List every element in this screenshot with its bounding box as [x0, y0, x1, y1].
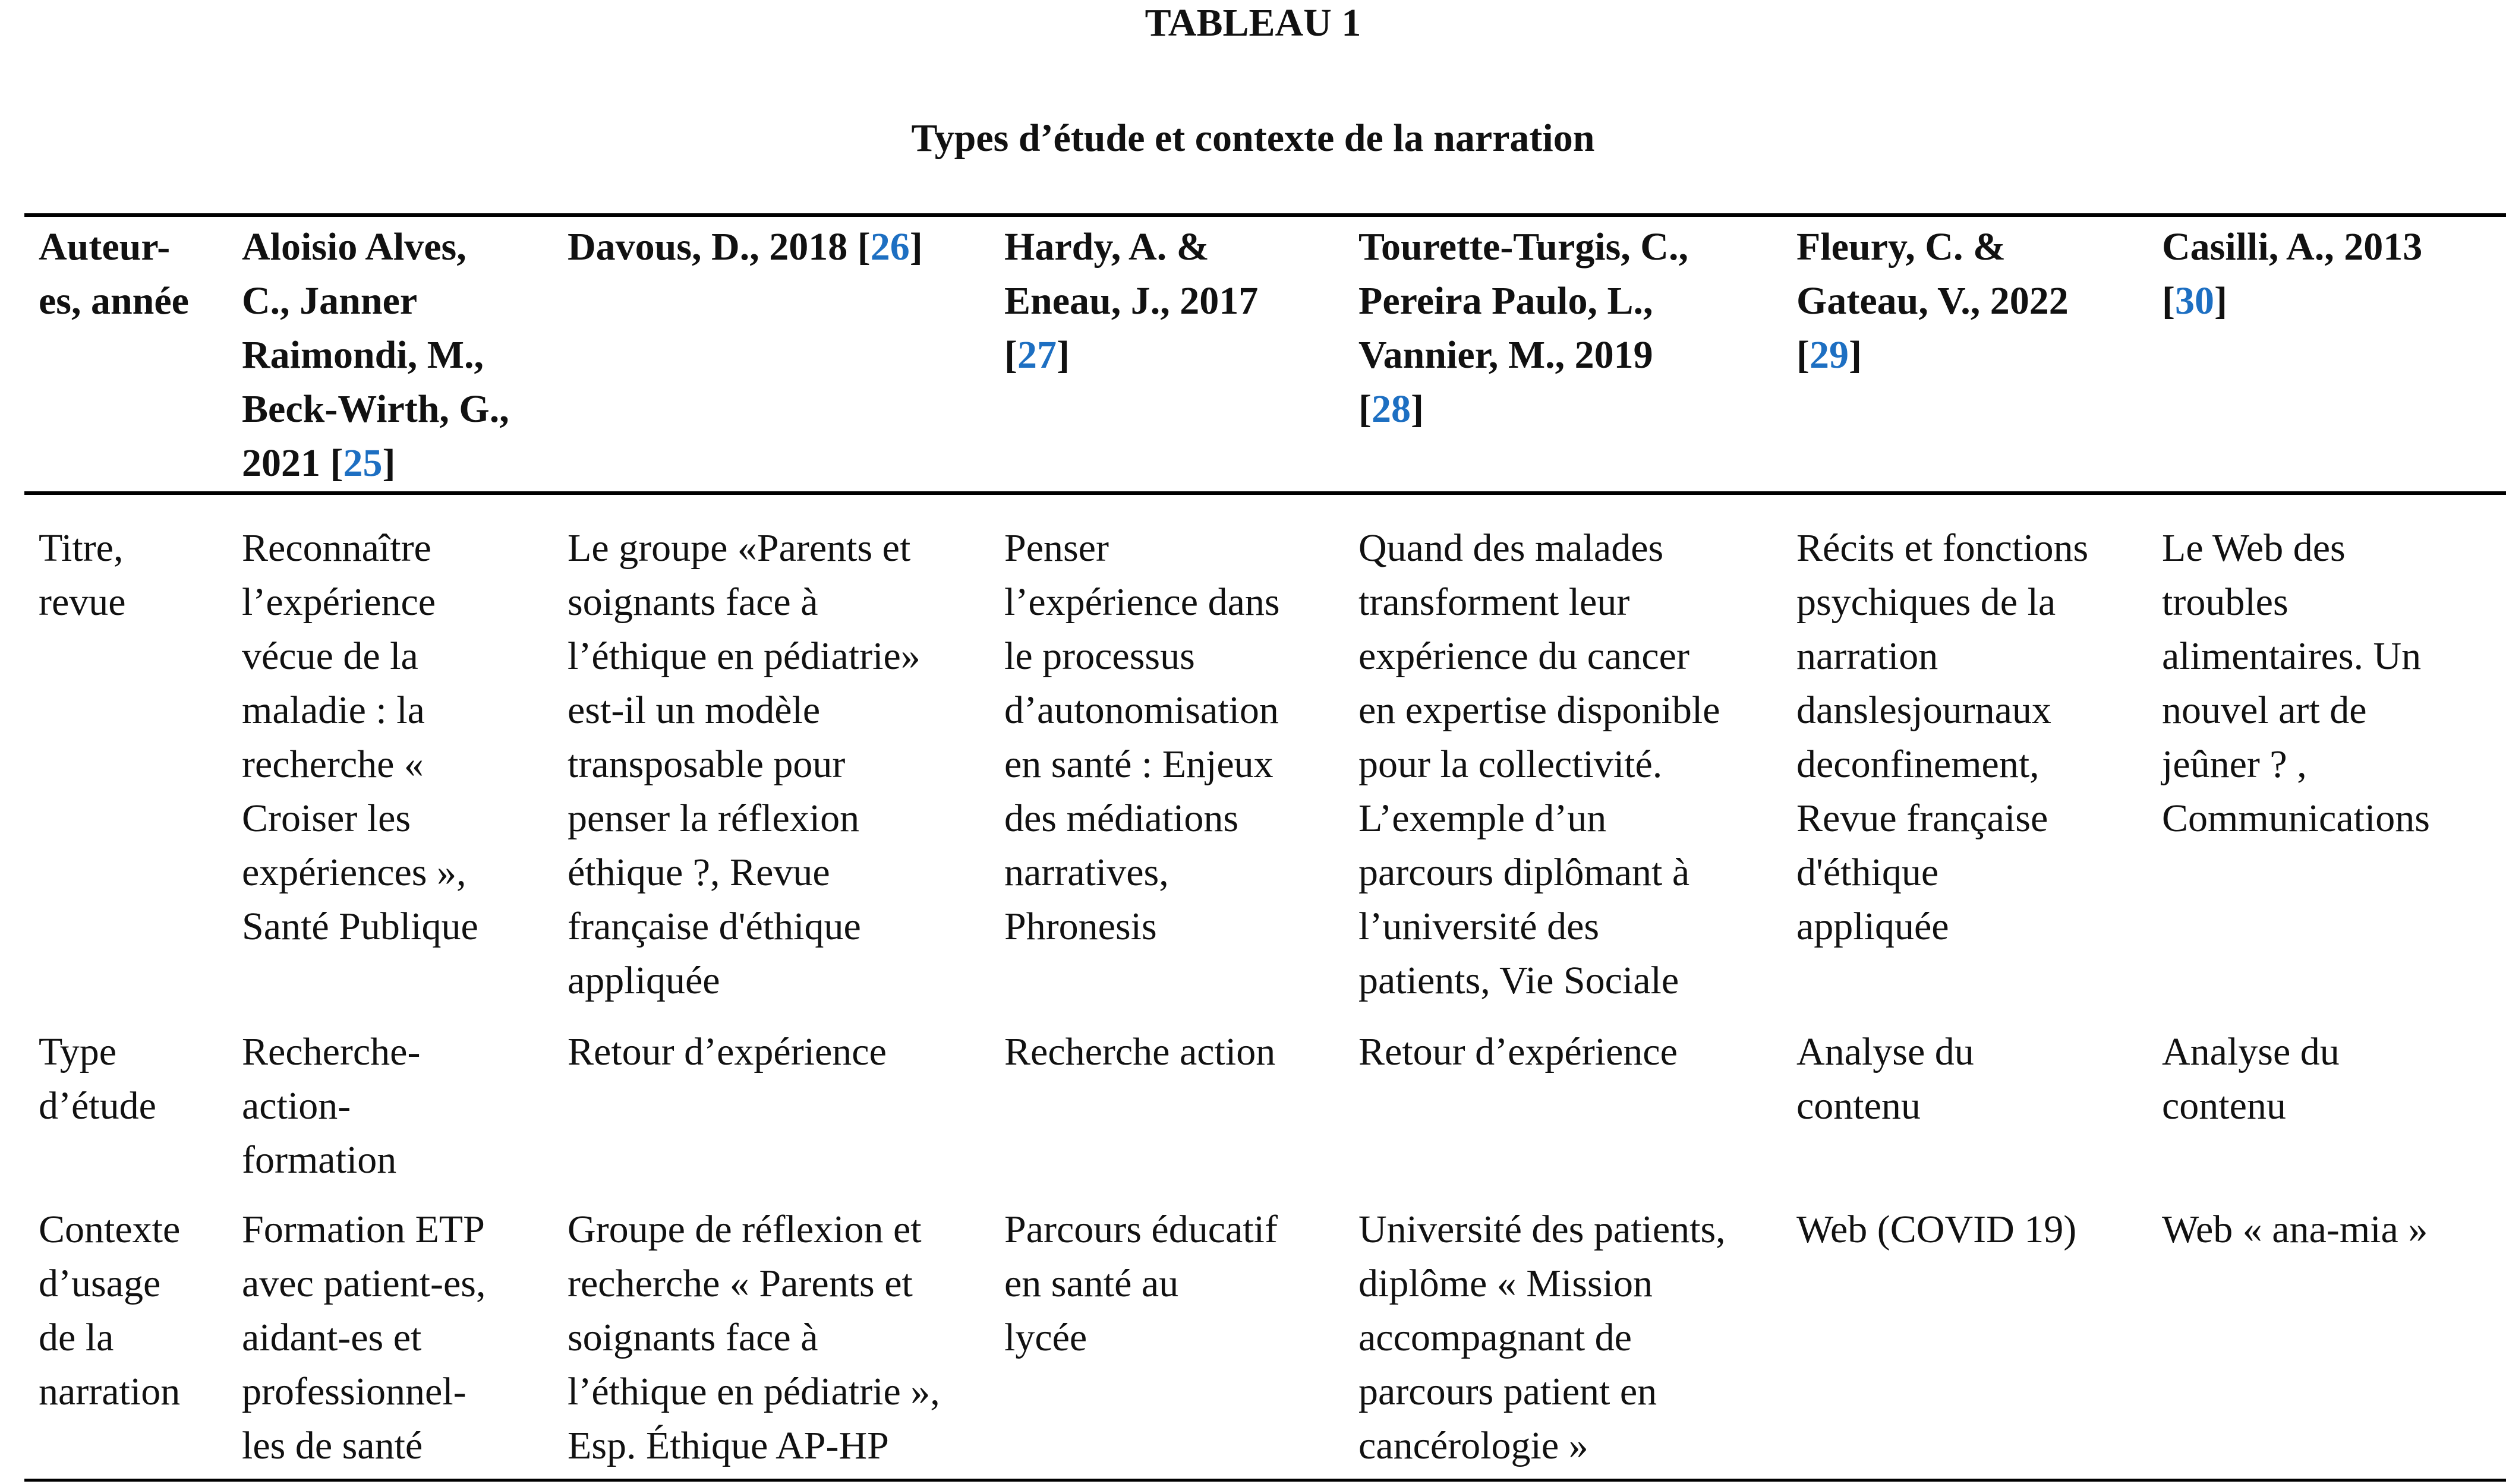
- table-cell: Web « ana-mia »: [2162, 1208, 2428, 1251]
- table-cell: Web (COVID 19): [1796, 1208, 2077, 1251]
- top-rule: [24, 213, 2506, 217]
- table-cell: Le Web des troubles alimentaires. Un nouvel art de jeûner ? , Communications: [2162, 526, 2430, 840]
- table-cell: Quand des malades transforment leur expérience du cancer en expertise disponible pour la collectivité. L’exemple d’un parcours diplômant à l’université des patients, Vie Sociale: [1358, 526, 1720, 1002]
- citation-link[interactable]: 30: [2174, 279, 2214, 323]
- citation-link[interactable]: 29: [1809, 333, 1849, 377]
- header-cell-study-3: Hardy, A. & Eneau, J., 2017 [27]: [1004, 225, 1259, 377]
- header-cell-study-2: Davous, D., 2018 [26]: [568, 225, 923, 269]
- row-label: Type d’étude: [39, 1030, 156, 1128]
- table-cell: Le groupe «Parents et soignants face à l’éthique en pédiatrie» est-il un modèle transposable pour penser la réflexion éthique ?, Revue française d'éthique appliquée: [568, 526, 921, 1002]
- header-cell-study-4: Tourette-Turgis, C., Pereira Paulo, L., Vannier, M., 2019 [28]: [1358, 225, 1688, 431]
- table-cell: Parcours éducatif en santé au lycée: [1004, 1208, 1278, 1359]
- table-cell: Analyse du contenu: [2162, 1030, 2340, 1128]
- table-cell: Université des patients, diplôme « Mission accompagnant de parcours patient en cancérologie »: [1358, 1208, 1726, 1467]
- table-title: Types d’étude et contexte de la narration: [911, 116, 1595, 160]
- bottom-rule: [24, 1479, 2506, 1482]
- table-cell: Retour d’expérience: [1358, 1030, 1678, 1073]
- table-cell: Retour d’expérience: [568, 1030, 887, 1073]
- header-cell-authors-year: Auteur- es, année: [39, 225, 189, 323]
- table-cell: Reconnaître l’expérience vécue de la maladie : la recherche « Croiser les expériences », Santé Publique: [242, 526, 478, 948]
- table-cell: Analyse du contenu: [1796, 1030, 1974, 1128]
- header-cell-study-5: Fleury, C. & Gateau, V., 2022 [29]: [1796, 225, 2069, 377]
- header-cell-study-1: Aloisio Alves, C., Janner Raimondi, M., Beck-Wirth, G., 2021 [25]: [242, 225, 509, 485]
- table-cell: Penser l’expérience dans le processus d’autonomisation en santé : Enjeux des médiations narratives, Phronesis: [1004, 526, 1280, 948]
- row-label: Contexte d’usage de la narration: [39, 1208, 181, 1413]
- table-cell: Formation ETP avec patient-es, aidant-es et professionnel- les de santé: [242, 1208, 486, 1467]
- table-cell: Recherche action: [1004, 1030, 1276, 1073]
- citation-link[interactable]: 25: [343, 441, 383, 485]
- row-label: Titre, revue: [39, 526, 126, 624]
- citation-link[interactable]: 26: [870, 225, 910, 269]
- table-cell: Récits et fonctions psychiques de la narration danslesjournaux deconfinement, Revue française d'éthique appliquée: [1796, 526, 2089, 948]
- table-label: TABLEAU 1: [1145, 1, 1361, 45]
- table-cell: Groupe de réflexion et recherche « Parents et soignants face à l’éthique en pédiatrie », Esp. Éthique AP-HP: [568, 1208, 940, 1467]
- table-cell: Recherche- action- formation: [242, 1030, 421, 1182]
- header-cell-study-6: Casilli, A., 2013 [30]: [2162, 225, 2423, 323]
- citation-link[interactable]: 28: [1371, 387, 1411, 431]
- citation-link[interactable]: 27: [1017, 333, 1057, 377]
- header-rule: [24, 491, 2506, 495]
